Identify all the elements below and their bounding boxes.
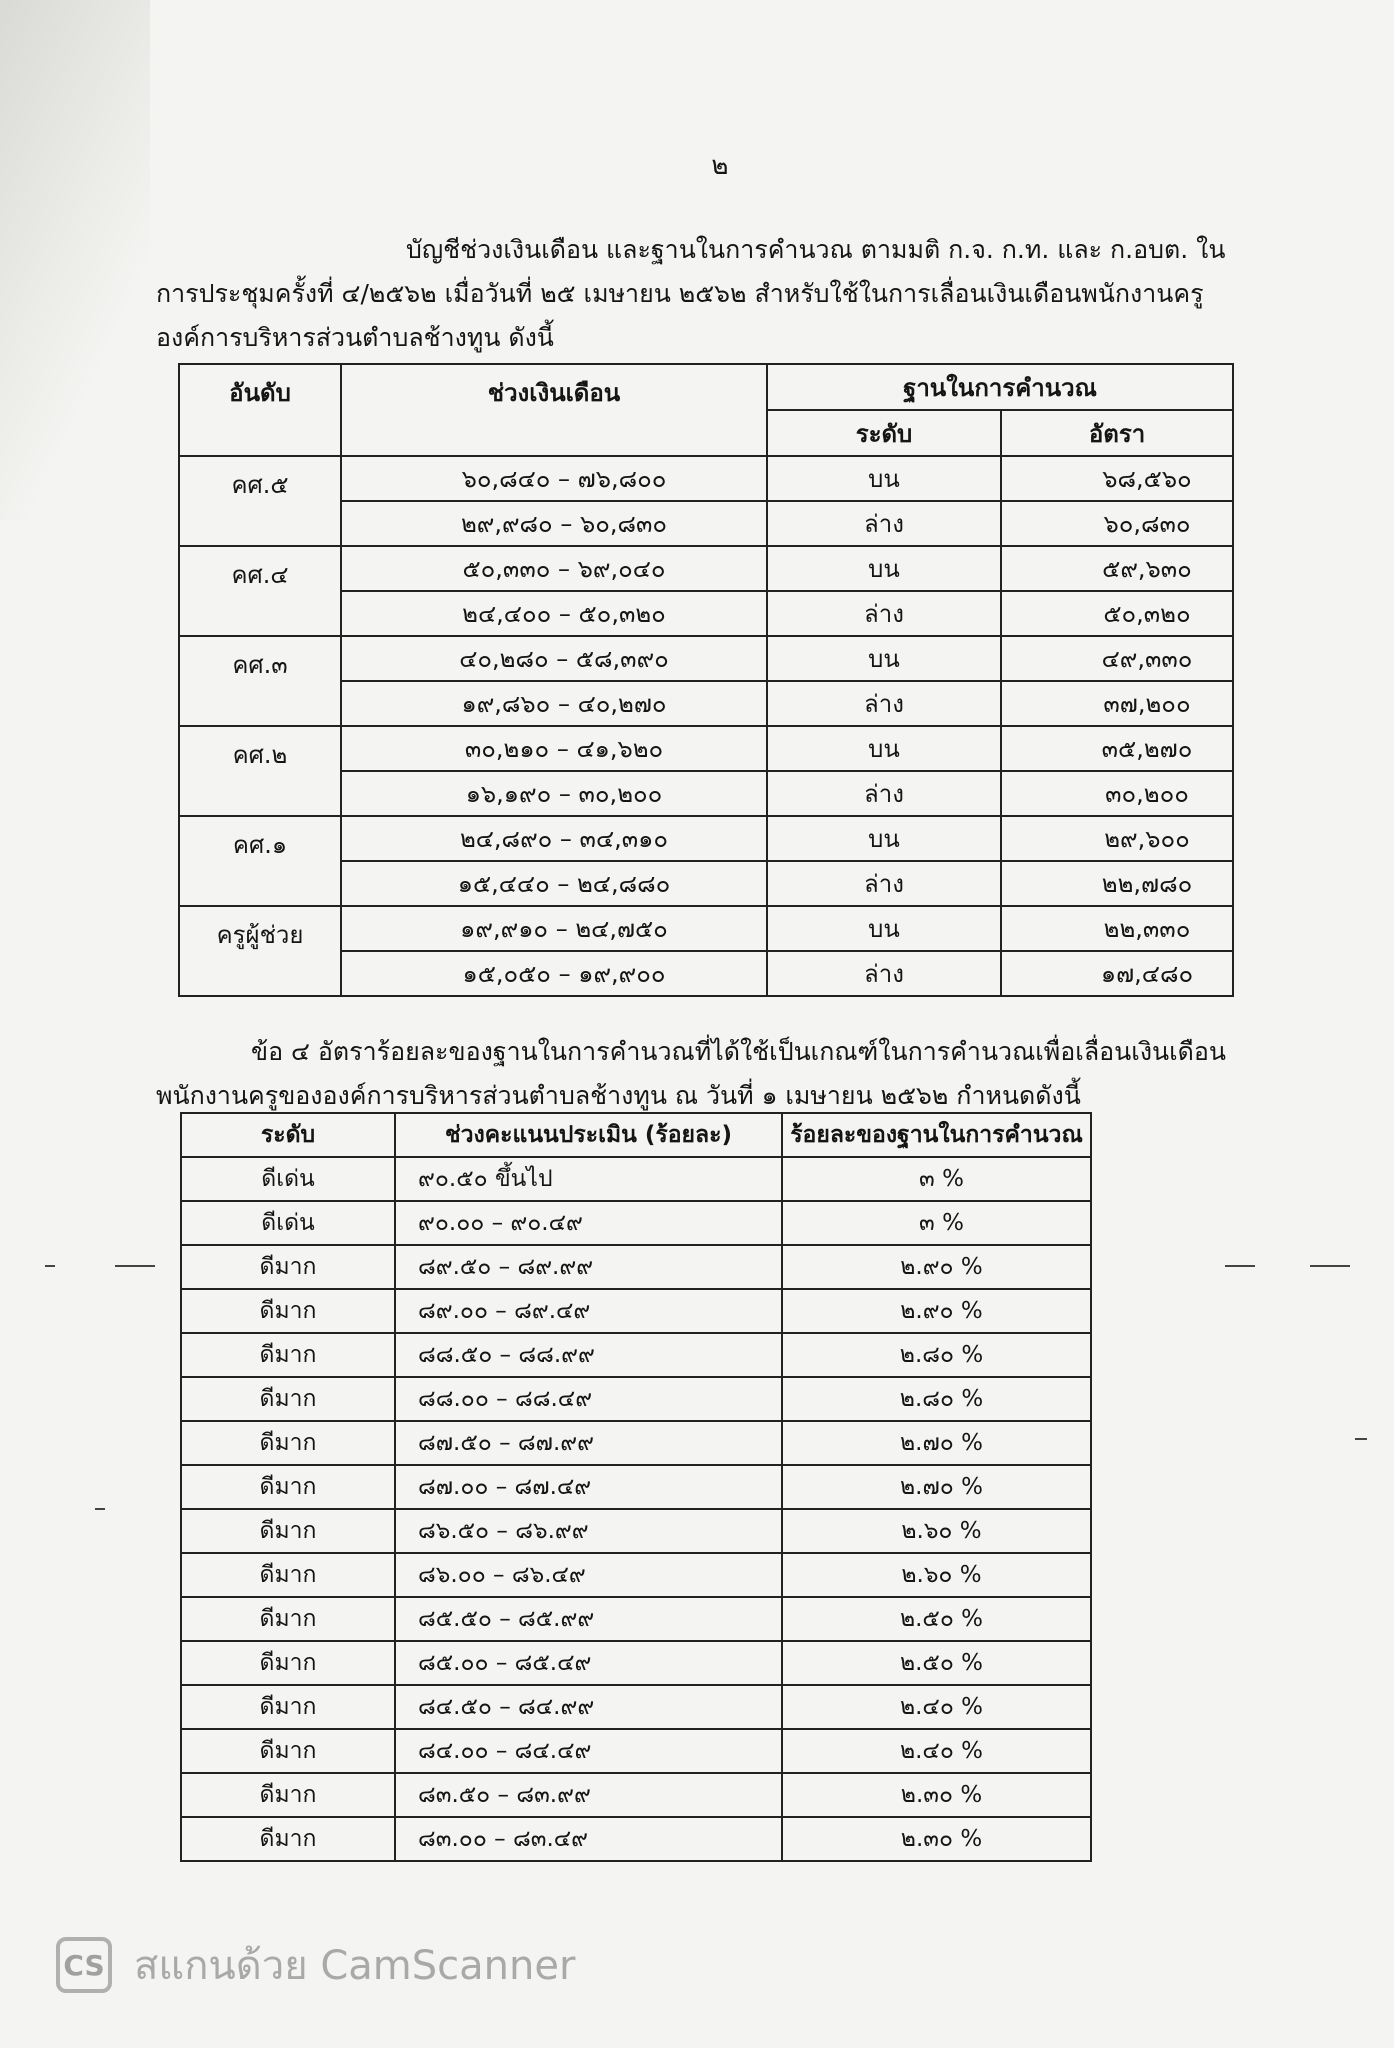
score-range-cell: ๙๐.๐๐ – ๙๐.๔๙ [395, 1201, 782, 1245]
salary-rate-cell: ๖๘,๕๖๐ [1001, 456, 1233, 501]
salary-row [179, 456, 1233, 501]
score-row [181, 1509, 1091, 1553]
score-range-cell: ๘๘.๕๐ – ๘๘.๙๙ [395, 1333, 782, 1377]
score-range-cell: ๘๙.๕๐ – ๘๙.๙๙ [395, 1245, 782, 1289]
score-level-cell: ดีมาก [181, 1729, 395, 1773]
salary-position-cell: บน [767, 546, 1001, 591]
score-row [181, 1201, 1091, 1245]
header-score-range: ช่วงคะแนนประเมิน (ร้อยละ) [395, 1113, 782, 1157]
score-row [181, 1421, 1091, 1465]
score-level-cell: ดีมาก [181, 1465, 395, 1509]
score-level-cell: ดีมาก [181, 1553, 395, 1597]
score-percent-cell: ๒.๗๐ % [782, 1421, 1091, 1465]
salary-rate-cell: ๒๙,๖๐๐ [1001, 816, 1233, 861]
scan-speck [1355, 1438, 1367, 1440]
score-table-body [181, 1157, 1091, 1861]
header-calculation-base: ฐานในการคำนวณ [767, 364, 1233, 410]
salary-position-cell: บน [767, 726, 1001, 771]
salary-position-cell: ล่าง [767, 951, 1001, 996]
salary-level-cell: คศ.๕ [179, 456, 341, 546]
score-percent-cell: ๒.๘๐ % [782, 1333, 1091, 1377]
salary-range-table [178, 363, 1234, 997]
salary-range-cell: ๖๐,๘๔๐ – ๗๖,๘๐๐ [341, 456, 767, 501]
score-range-cell: ๙๐.๕๐ ขึ้นไป [395, 1157, 782, 1201]
score-row [181, 1289, 1091, 1333]
score-row [181, 1729, 1091, 1773]
score-level-cell: ดีมาก [181, 1685, 395, 1729]
score-row [181, 1685, 1091, 1729]
salary-rate-cell: ๕๐,๓๒๐ [1001, 591, 1233, 636]
salary-range-cell: ๑๖,๑๙๐ – ๓๐,๒๐๐ [341, 771, 767, 816]
score-percent-cell: ๒.๖๐ % [782, 1509, 1091, 1553]
salary-row [179, 906, 1233, 951]
salary-level-cell: คศ.๑ [179, 816, 341, 906]
score-level-cell: ดีมาก [181, 1377, 395, 1421]
scan-speck [115, 1265, 155, 1267]
camscanner-logo-icon: CS [56, 1937, 112, 1993]
salary-level-cell: คศ.๒ [179, 726, 341, 816]
score-row [181, 1641, 1091, 1685]
score-percent-cell: ๒.๘๐ % [782, 1377, 1091, 1421]
score-range-cell: ๘๘.๐๐ – ๘๘.๔๙ [395, 1377, 782, 1421]
salary-range-cell: ๑๙,๙๑๐ – ๒๔,๗๕๐ [341, 906, 767, 951]
salary-rate-cell: ๑๗,๔๘๐ [1001, 951, 1233, 996]
salary-rate-cell: ๓๕,๒๗๐ [1001, 726, 1233, 771]
score-percent-cell: ๒.๙๐ % [782, 1289, 1091, 1333]
salary-rate-cell: ๓๗,๒๐๐ [1001, 681, 1233, 726]
salary-position-cell: บน [767, 816, 1001, 861]
score-percent-cell: ๒.๙๐ % [782, 1245, 1091, 1289]
header-score-percent: ร้อยละของฐานในการคำนวณ [782, 1113, 1091, 1157]
salary-range-cell: ๑๕,๐๕๐ – ๑๙,๙๐๐ [341, 951, 767, 996]
camscanner-watermark [56, 1935, 575, 1995]
salary-position-cell: ล่าง [767, 771, 1001, 816]
salary-rate-cell: ๓๐,๒๐๐ [1001, 771, 1233, 816]
salary-range-cell: ๔๐,๒๘๐ – ๕๘,๓๙๐ [341, 636, 767, 681]
section4-paragraph: ข้อ ๔ อัตราร้อยละของฐานในการคำนวณที่ได้ใช้เป็นเกณฑ์ในการคำนวณเพื่อเลื่อนเงินเดือนพนักงานครูขององค์การบริหารส่วนตำบลช้างทูน ณ วันที่ ๑ เมษายน ๒๕๖๒ กำหนดดังนี้ [156, 1037, 1226, 1110]
score-range-cell: ๘๗.๕๐ – ๘๗.๙๙ [395, 1421, 782, 1465]
salary-position-cell: ล่าง [767, 681, 1001, 726]
score-range-cell: ๘๖.๕๐ – ๘๖.๙๙ [395, 1509, 782, 1553]
score-range-cell: ๘๕.๐๐ – ๘๕.๔๙ [395, 1641, 782, 1685]
scan-speck [95, 1508, 105, 1510]
scan-speck [1225, 1265, 1255, 1267]
score-row [181, 1157, 1091, 1201]
score-percent-cell: ๒.๗๐ % [782, 1465, 1091, 1509]
score-range-cell: ๘๔.๐๐ – ๘๔.๔๙ [395, 1729, 782, 1773]
score-level-cell: ดีมาก [181, 1773, 395, 1817]
salary-level-cell: ครูผู้ช่วย [179, 906, 341, 996]
score-range-cell: ๘๗.๐๐ – ๘๗.๔๙ [395, 1465, 782, 1509]
score-row [181, 1597, 1091, 1641]
score-range-cell: ๘๕.๕๐ – ๘๕.๙๙ [395, 1597, 782, 1641]
salary-position-cell: บน [767, 636, 1001, 681]
salary-range-cell: ๕๐,๓๓๐ – ๖๙,๐๔๐ [341, 546, 767, 591]
salary-row [179, 546, 1233, 591]
header-salary-range: ช่วงเงินเดือน [341, 364, 767, 456]
salary-rate-cell: ๕๙,๖๓๐ [1001, 546, 1233, 591]
salary-range-cell: ๓๐,๒๑๐ – ๔๑,๖๒๐ [341, 726, 767, 771]
salary-rate-cell: ๖๐,๘๓๐ [1001, 501, 1233, 546]
score-header-row [181, 1113, 1091, 1157]
salary-rate-cell: ๒๒,๗๘๐ [1001, 861, 1233, 906]
salary-position-cell: บน [767, 456, 1001, 501]
score-percent-cell: ๒.๓๐ % [782, 1817, 1091, 1861]
salary-level-cell: คศ.๔ [179, 546, 341, 636]
score-percent-table [180, 1112, 1092, 1862]
score-row [181, 1817, 1091, 1861]
salary-range-cell: ๒๔,๔๐๐ – ๕๐,๓๒๐ [341, 591, 767, 636]
score-level-cell: ดีมาก [181, 1597, 395, 1641]
score-row [181, 1773, 1091, 1817]
score-percent-cell: ๓ % [782, 1157, 1091, 1201]
score-range-cell: ๘๓.๕๐ – ๘๓.๙๙ [395, 1773, 782, 1817]
header-score-level: ระดับ [181, 1113, 395, 1157]
salary-range-cell: ๑๕,๔๔๐ – ๒๔,๘๘๐ [341, 861, 767, 906]
salary-position-cell: ล่าง [767, 591, 1001, 636]
score-level-cell: ดีมาก [181, 1817, 395, 1861]
score-range-cell: ๘๖.๐๐ – ๘๖.๔๙ [395, 1553, 782, 1597]
intro-paragraph: บัญชีช่วงเงินเดือน และฐานในการคำนวณ ตามมติ ก.จ. ก.ท. และ ก.อบต. ในการประชุมครั้งที่ ๔/๒๕๖๒ เมื่อวันที่ ๒๕ เมษายน ๒๕๖๒ สำหรับใช้ในการเลื่อนเงินเดือนพนักงานครูองค์การบริหารส่วนตำบลช้างทูน ดังนี้ [156, 235, 1226, 352]
scan-speck [45, 1265, 55, 1267]
score-level-cell: ดีมาก [181, 1421, 395, 1465]
salary-range-cell: ๒๔,๘๙๐ – ๓๔,๓๑๐ [341, 816, 767, 861]
score-range-cell: ๘๔.๕๐ – ๘๔.๙๙ [395, 1685, 782, 1729]
score-level-cell: ดีมาก [181, 1289, 395, 1333]
salary-range-cell: ๒๙,๙๘๐ – ๖๐,๘๓๐ [341, 501, 767, 546]
score-row [181, 1377, 1091, 1421]
score-percent-cell: ๒.๔๐ % [782, 1685, 1091, 1729]
score-range-cell: ๘๓.๐๐ – ๘๓.๔๙ [395, 1817, 782, 1861]
salary-position-cell: ล่าง [767, 861, 1001, 906]
score-level-cell: ดีมาก [181, 1509, 395, 1553]
header-position: ระดับ [767, 410, 1001, 456]
salary-range-cell: ๑๙,๘๖๐ – ๔๐,๒๗๐ [341, 681, 767, 726]
header-rate: อัตรา [1001, 410, 1233, 456]
score-range-cell: ๘๙.๐๐ – ๘๙.๔๙ [395, 1289, 782, 1333]
score-percent-cell: ๒.๔๐ % [782, 1729, 1091, 1773]
score-level-cell: ดีเด่น [181, 1201, 395, 1245]
score-percent-cell: ๒.๕๐ % [782, 1597, 1091, 1641]
salary-position-cell: ล่าง [767, 501, 1001, 546]
page-fold-shadow [0, 0, 150, 520]
score-level-cell: ดีเด่น [181, 1157, 395, 1201]
score-level-cell: ดีมาก [181, 1245, 395, 1289]
salary-level-cell: คศ.๓ [179, 636, 341, 726]
scan-speck [1310, 1265, 1350, 1267]
score-level-cell: ดีมาก [181, 1333, 395, 1377]
watermark-text: สแกนด้วย CamScanner [134, 1943, 576, 1989]
score-percent-cell: ๒.๓๐ % [782, 1773, 1091, 1817]
salary-row [179, 636, 1233, 681]
score-percent-cell: ๓ % [782, 1201, 1091, 1245]
header-level: อันดับ [179, 364, 341, 456]
salary-header-row [179, 364, 1233, 410]
score-row [181, 1465, 1091, 1509]
salary-rate-cell: ๔๙,๓๓๐ [1001, 636, 1233, 681]
score-row [181, 1245, 1091, 1289]
salary-table-body [179, 456, 1233, 996]
score-row [181, 1333, 1091, 1377]
salary-row [179, 816, 1233, 861]
page-number: ๒ [711, 151, 729, 181]
score-percent-cell: ๒.๖๐ % [782, 1553, 1091, 1597]
salary-row [179, 726, 1233, 771]
salary-position-cell: บน [767, 906, 1001, 951]
score-percent-cell: ๒.๕๐ % [782, 1641, 1091, 1685]
score-level-cell: ดีมาก [181, 1641, 395, 1685]
salary-rate-cell: ๒๒,๓๓๐ [1001, 906, 1233, 951]
score-row [181, 1553, 1091, 1597]
